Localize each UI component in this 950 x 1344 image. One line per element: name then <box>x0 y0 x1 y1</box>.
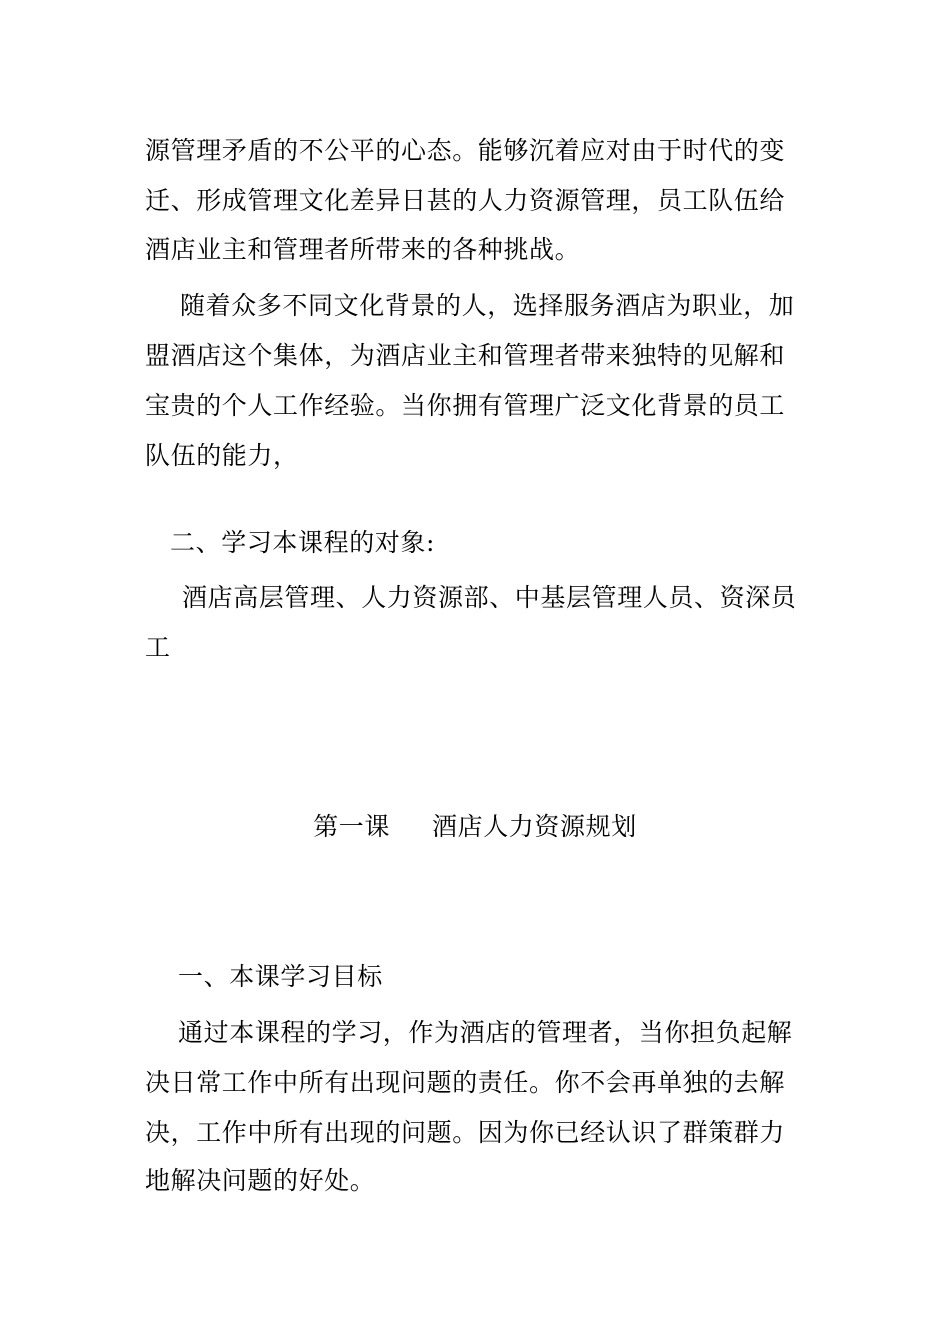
paragraph-line: 决，工作中所有出现的问题。因为你已经认识了群策群力 <box>145 1118 786 1147</box>
paragraph-line: 盟酒店这个集体，为酒店业主和管理者带来独特的见解和 <box>145 341 786 370</box>
paragraph-line: 迁、形成管理文化差异日甚的人力资源管理，员工队伍给 <box>145 186 786 215</box>
paragraph-line: 地解决问题的好处。 <box>145 1166 376 1195</box>
chapter-title <box>0 812 950 842</box>
section-heading: 二、学习本课程的对象: <box>170 528 436 557</box>
paragraph-line: 决日常工作中所有出现问题的责任。你不会再单独的去解 <box>145 1068 786 1097</box>
paragraph-line: 宝贵的个人工作经验。当你拥有管理广泛文化背景的员工 <box>145 391 786 420</box>
paragraph-line: 通过本课程的学习，作为酒店的管理者，当你担负起解 <box>178 1018 793 1047</box>
paragraph-line: 队伍的能力， <box>145 441 299 470</box>
chapter-name: 酒店人力资源规划 <box>432 812 637 841</box>
paragraph-line: 酒店业主和管理者所带来的各种挑战。 <box>145 235 581 264</box>
paragraph-line: 酒店高层管理、人力资源部、中基层管理人员、资深员 <box>182 583 797 612</box>
chapter-number: 第一课 <box>313 812 390 841</box>
paragraph-line: 随着众多不同文化背景的人，选择服务酒店为职业，加 <box>180 291 795 320</box>
paragraph-line: 工 <box>145 633 171 662</box>
section-heading: 一、本课学习目标 <box>178 962 383 991</box>
paragraph-line: 源管理矛盾的不公平的心态。能够沉着应对由于时代的变 <box>145 136 786 165</box>
